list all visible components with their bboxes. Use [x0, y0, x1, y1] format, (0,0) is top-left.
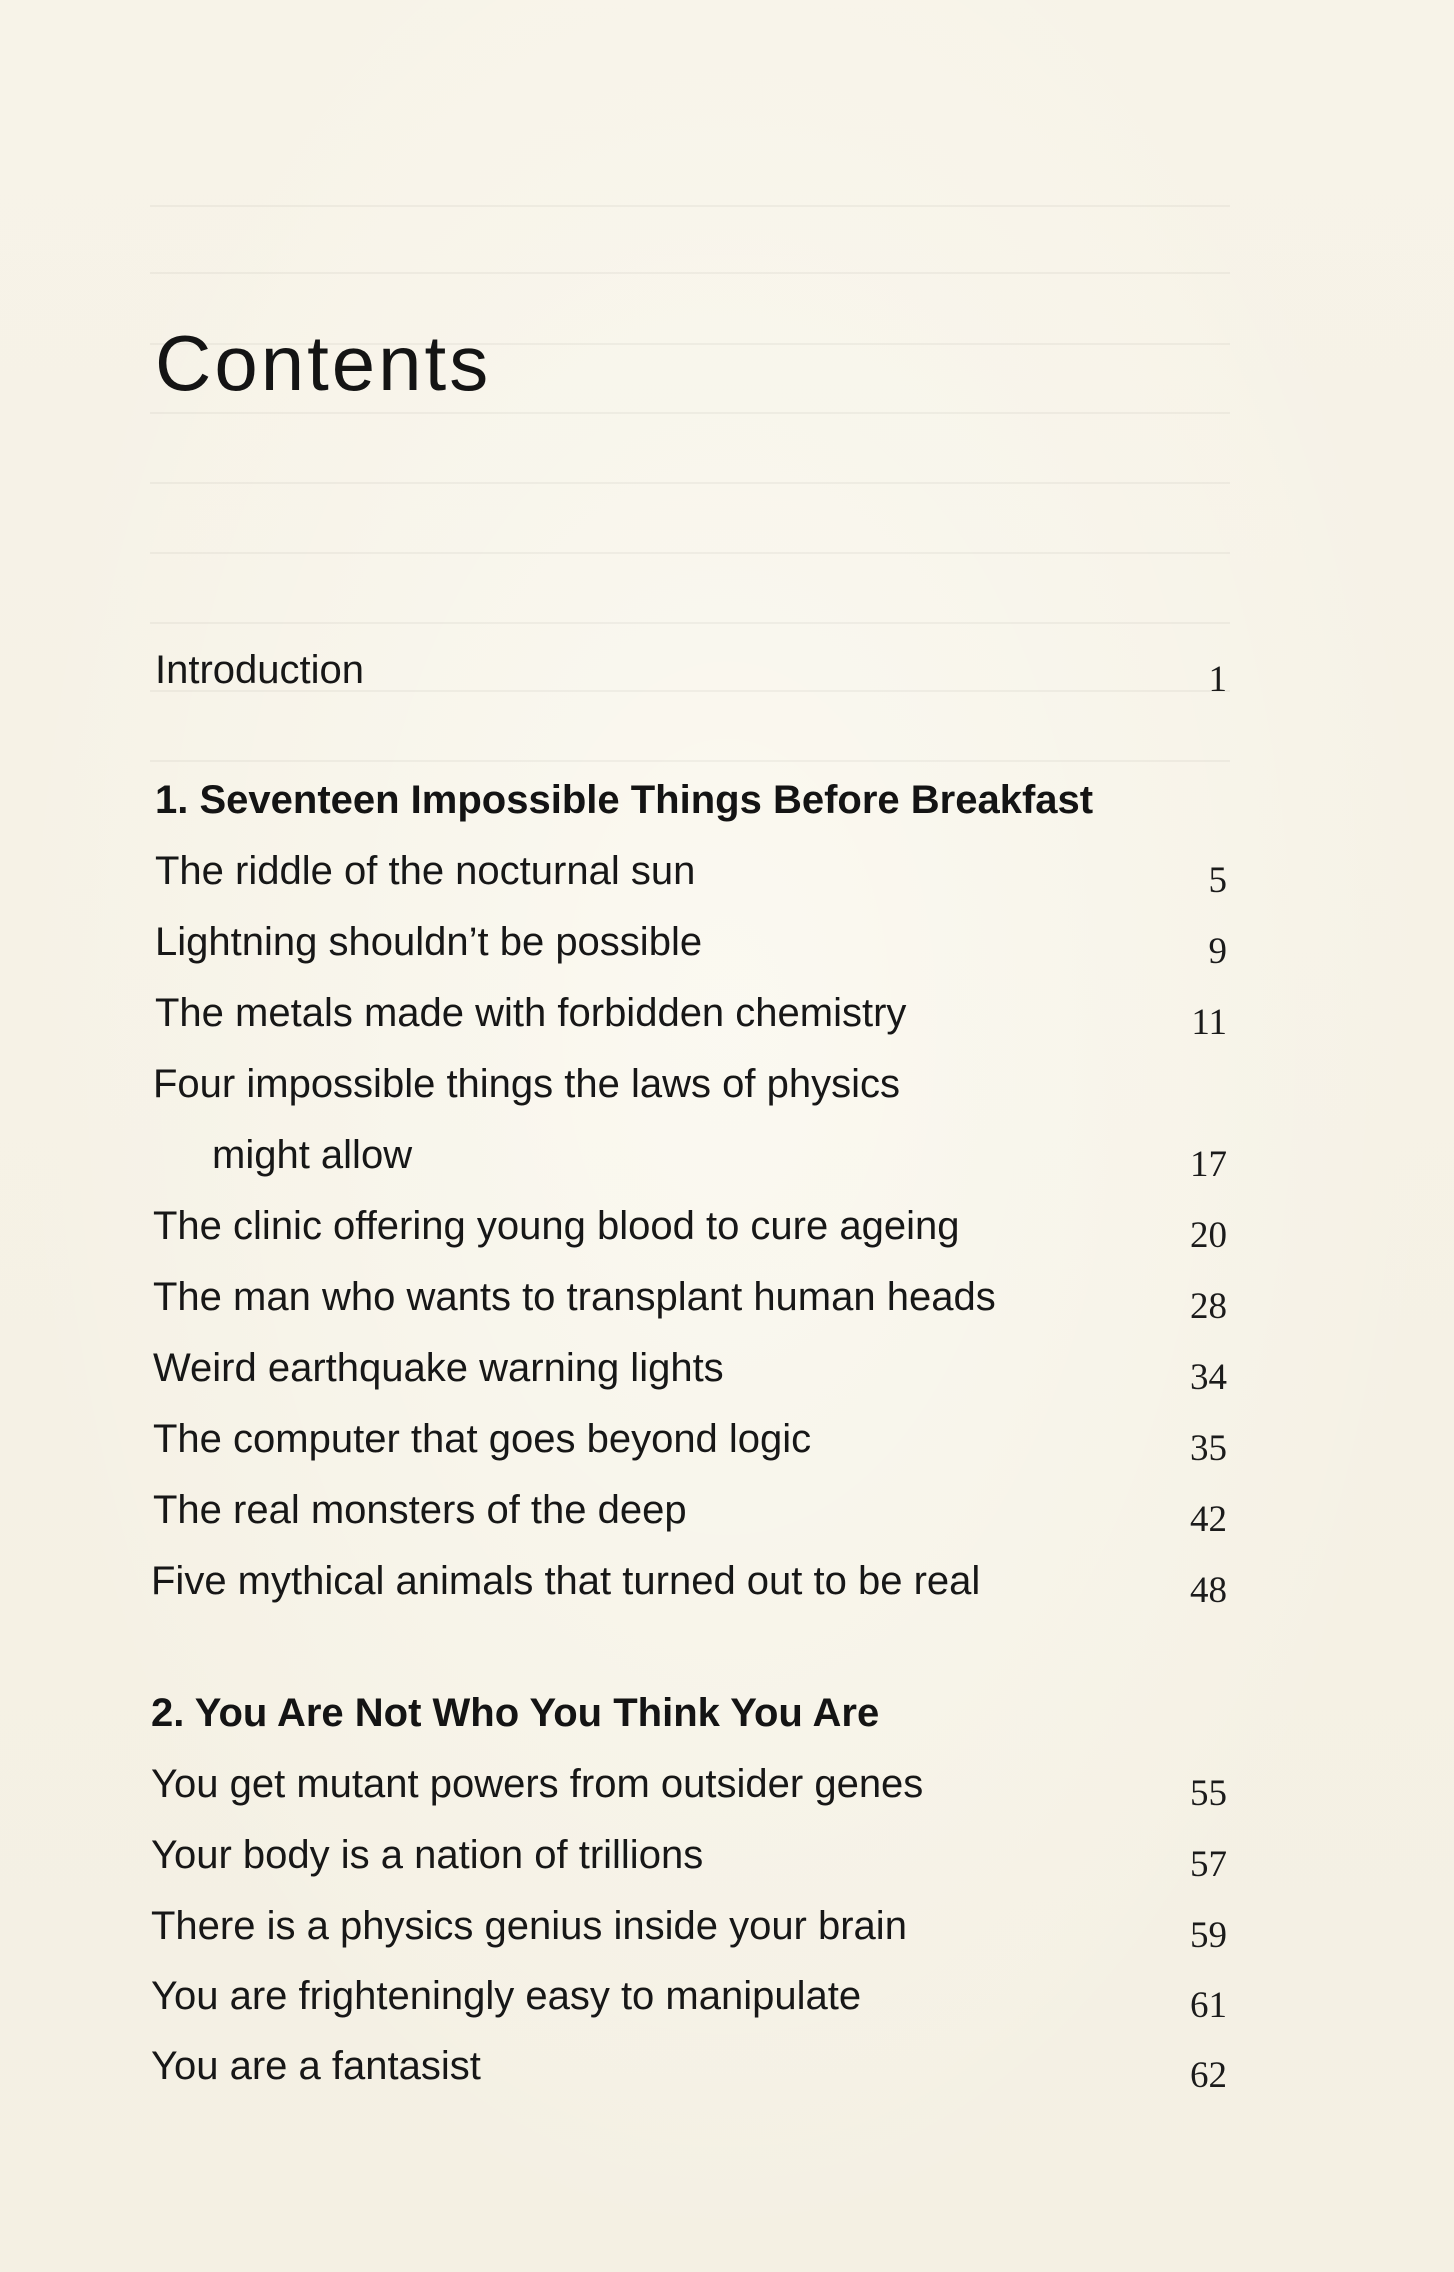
toc-entry[interactable] — [0, 841, 1454, 901]
toc-entry-label: Five mythical animals that turned out to be real — [151, 1559, 981, 1603]
toc-entry-label-continued: might allow — [212, 1133, 413, 1177]
toc-entry-introduction[interactable] — [0, 640, 1454, 700]
toc-entry-label: Your body is a nation of trillions — [151, 1833, 704, 1877]
toc-entry[interactable] — [0, 1267, 1454, 1327]
toc-entry[interactable] — [0, 1825, 1454, 1885]
toc-entry-page: 42 — [1190, 1499, 1227, 1540]
toc-entry-label: The real monsters of the deep — [153, 1488, 687, 1532]
toc-entry-label: You get mutant powers from outsider genes — [151, 1762, 924, 1806]
toc-entry[interactable] — [0, 2036, 1454, 2096]
toc-entry-page: 20 — [1190, 1215, 1227, 1256]
toc-entry-label: You are frighteningly easy to manipulate — [151, 1974, 862, 2018]
toc-entry[interactable] — [0, 1966, 1454, 2026]
toc-entry-page: 17 — [1190, 1144, 1227, 1185]
toc-entry[interactable] — [0, 1196, 1454, 1256]
toc-entry-page: 55 — [1190, 1773, 1227, 1814]
toc-entry-label: Four impossible things the laws of physics — [153, 1062, 900, 1106]
chapter-heading: 2. You Are Not Who You Think You Are — [151, 1691, 880, 1735]
toc-entry-label: Lightning shouldn’t be possible — [155, 920, 703, 964]
toc-entry-page: 5 — [1208, 860, 1227, 901]
chapter-heading: 1. Seventeen Impossible Things Before Breakfast — [155, 778, 1094, 822]
page-title: Contents — [155, 319, 492, 407]
toc-entry-page: 62 — [1190, 2055, 1227, 2096]
toc-entry-page: 28 — [1190, 1286, 1227, 1327]
toc-entry-label: Weird earthquake warning lights — [153, 1346, 724, 1390]
toc-entry[interactable] — [0, 1409, 1454, 1469]
toc-entry[interactable] — [0, 912, 1454, 972]
toc-entry-page: 34 — [1190, 1357, 1227, 1398]
toc-entry-label: There is a physics genius inside your brain — [151, 1904, 907, 1948]
toc-entry-label: The riddle of the nocturnal sun — [155, 849, 696, 893]
toc-entry-page: 1 — [1208, 659, 1227, 700]
toc-entry-label: Introduction — [155, 648, 365, 692]
toc-entry-label: The computer that goes beyond logic — [153, 1417, 812, 1461]
show-through-line — [150, 622, 1230, 624]
toc-entry[interactable] — [0, 1480, 1454, 1540]
toc-entry-continuation[interactable] — [0, 1125, 1454, 1185]
toc-entry-page: 48 — [1190, 1570, 1227, 1611]
toc-entry[interactable] — [0, 1754, 1454, 1814]
show-through-line — [150, 412, 1230, 414]
show-through-line — [150, 272, 1230, 274]
toc-entry-page: 9 — [1208, 931, 1227, 972]
toc-entry-page: 57 — [1190, 1844, 1227, 1885]
show-through-line — [150, 205, 1230, 207]
toc-entry[interactable] — [0, 1338, 1454, 1398]
toc-entry-page: 35 — [1190, 1428, 1227, 1469]
toc-entry-label: The clinic offering young blood to cure ageing — [153, 1204, 960, 1248]
toc-entry[interactable] — [0, 1551, 1454, 1611]
toc-entry-label: The metals made with forbidden chemistry — [155, 991, 907, 1035]
toc-entry-label: The man who wants to transplant human heads — [153, 1275, 996, 1319]
show-through-line — [150, 552, 1230, 554]
show-through-line — [150, 760, 1230, 762]
show-through-line — [150, 482, 1230, 484]
toc-entry[interactable] — [0, 983, 1454, 1043]
toc-entry[interactable] — [0, 1896, 1454, 1956]
toc-entry[interactable] — [0, 1054, 1454, 1114]
toc-entry-page: 59 — [1190, 1915, 1227, 1956]
toc-entry-page: 61 — [1190, 1985, 1227, 2026]
toc-entry-label: You are a fantasist — [151, 2044, 481, 2088]
toc-entry-page: 11 — [1191, 1002, 1227, 1043]
